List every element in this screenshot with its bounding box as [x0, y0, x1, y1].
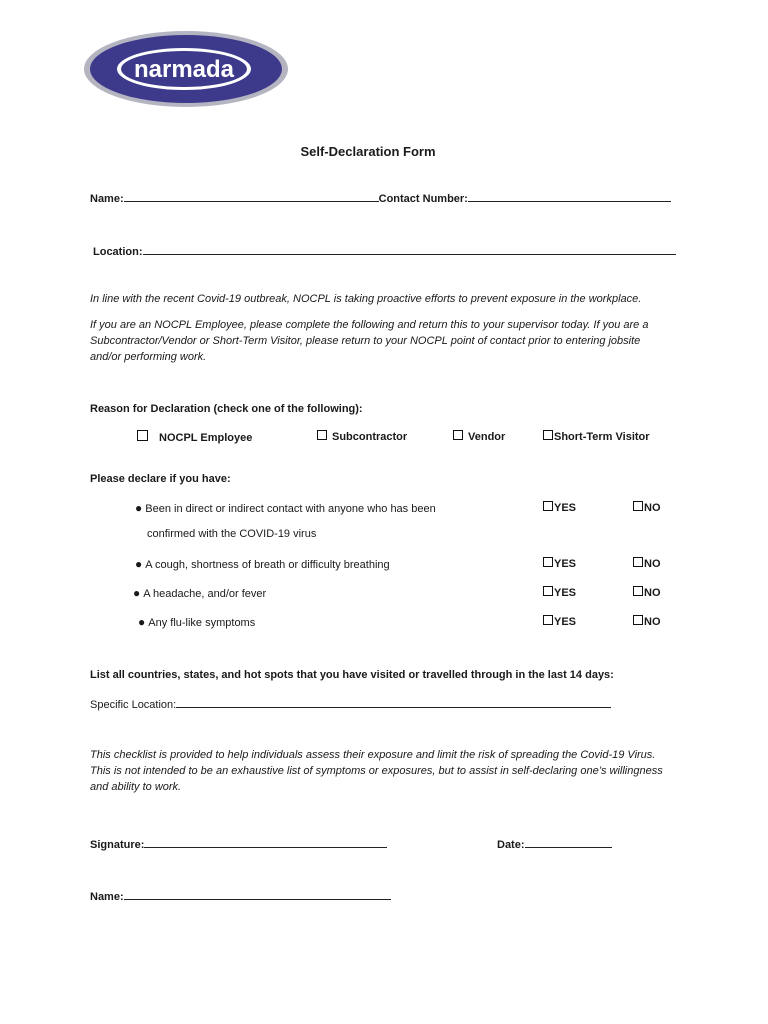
signoff-name-field[interactable]: [124, 887, 391, 900]
signoff-name-label: Name:: [90, 891, 124, 903]
declare-item-contact: ● Been in direct or indirect contact with anyone who has been: [135, 501, 436, 515]
disclaimer-line-2: This is not intended to be an exhaustive list of symptoms or exposures, but to assist in self-declaring one’s willingness: [90, 765, 663, 777]
yes-option[interactable]: YES: [543, 586, 576, 599]
specific-location-row: [90, 695, 611, 711]
disclaimer-line-1: This checklist is provided to help individuals assess their exposure and limit the risk of spreading the Covid-19 Virus.: [90, 749, 656, 761]
yes-option[interactable]: YES: [543, 615, 576, 628]
yes-option[interactable]: YES: [543, 501, 576, 514]
narmada-logo: [80, 27, 292, 111]
intro-paragraph-2-line-1: If you are an NOCPL Employee, please complete the following and return this to your supervisor today. If you are a: [90, 319, 649, 331]
declare-item-flu: ● Any flu-like symptoms: [138, 615, 256, 629]
contact-label: Contact Number:: [378, 193, 468, 205]
no-option[interactable]: NO: [633, 586, 661, 599]
checkbox[interactable]: [543, 430, 553, 440]
checkbox[interactable]: [633, 586, 643, 596]
checkbox[interactable]: [543, 615, 553, 625]
form-title: Self-Declaration Form: [300, 144, 436, 159]
checkbox[interactable]: [317, 430, 327, 440]
date-label: Date:: [497, 839, 525, 851]
disclaimer-line-3: and ability to work.: [90, 781, 182, 793]
checkbox[interactable]: [633, 501, 643, 511]
signature-label: Signature:: [90, 839, 145, 851]
location-field[interactable]: [143, 242, 676, 255]
date-row: [497, 835, 612, 851]
no-option[interactable]: NO: [633, 557, 661, 570]
declare-item-cough: ● A cough, shortness of breath or difficulty breathing: [135, 557, 390, 571]
reason-option-subcontractor[interactable]: Subcontractor: [317, 430, 407, 443]
checkbox[interactable]: [137, 430, 148, 441]
signoff-name-row: [90, 887, 391, 903]
intro-paragraph-2-line-2: Subcontractor/Vendor or Short-Term Visitor, please return to your NOCPL point of contact prior to entering jobsite: [90, 335, 641, 347]
checkbox[interactable]: [543, 557, 553, 567]
date-field[interactable]: [525, 835, 612, 848]
yes-option[interactable]: YES: [543, 557, 576, 570]
checkbox[interactable]: [633, 615, 643, 625]
location-row: [93, 242, 676, 258]
contact-number-field[interactable]: [468, 189, 671, 202]
bullet-icon: ●: [138, 615, 146, 629]
reason-option-employee[interactable]: NOCPL Employee: [137, 430, 252, 444]
location-label: Location:: [93, 246, 143, 258]
intro-paragraph-1: In line with the recent Covid-19 outbreak, NOCPL is taking proactive efforts to prevent exposure in the workplace.: [90, 293, 642, 305]
signature-field[interactable]: [144, 835, 387, 848]
specific-location-field[interactable]: [176, 695, 611, 708]
checkbox[interactable]: [543, 586, 553, 596]
no-option[interactable]: NO: [633, 501, 661, 514]
intro-paragraph-2-line-3: and/or performing work.: [90, 351, 207, 363]
name-field[interactable]: [124, 189, 379, 202]
checkbox[interactable]: [453, 430, 463, 440]
bullet-icon: ●: [135, 501, 143, 515]
name-label: Name:: [90, 193, 124, 205]
reason-heading: Reason for Declaration (check one of the following):: [90, 403, 363, 415]
reason-option-short-term-visitor[interactable]: Short-Term Visitor: [543, 430, 650, 443]
logo-text: narmada: [133, 56, 235, 83]
bullet-icon: ●: [133, 586, 141, 600]
name-contact-row: [90, 189, 671, 205]
declare-heading: Please declare if you have:: [90, 473, 231, 485]
reason-option-vendor[interactable]: Vendor: [453, 430, 505, 443]
no-option[interactable]: NO: [633, 615, 661, 628]
declare-item-contact-line-2: confirmed with the COVID-19 virus: [147, 528, 317, 540]
bullet-icon: ●: [135, 557, 143, 571]
travel-heading: List all countries, states, and hot spots that you have visited or travelled through in the last 14 days:: [90, 669, 614, 681]
signature-row: [90, 835, 387, 851]
specific-location-label: Specific Location:: [90, 699, 177, 711]
checkbox[interactable]: [633, 557, 643, 567]
checkbox[interactable]: [543, 501, 553, 511]
declare-item-headache: ● A headache, and/or fever: [133, 586, 267, 600]
